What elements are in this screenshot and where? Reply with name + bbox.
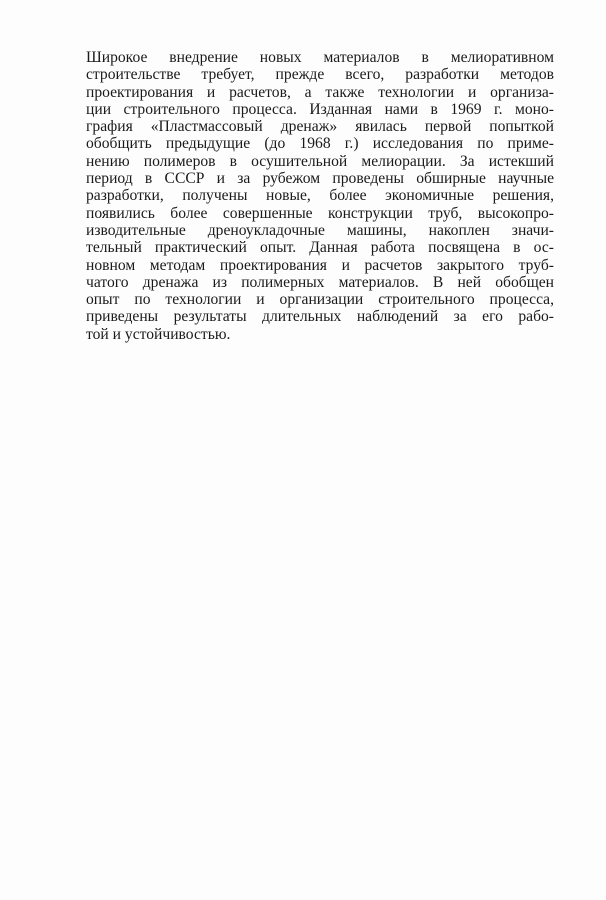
paragraph-line: обобщить предыдущие (до 1968 г.) исследования по приме- [86,135,554,153]
paragraph-line: появились более совершенные конструкции труб, высокопро- [86,204,554,222]
paragraph-line: тельный практический опыт. Данная работа посвящена в ос- [86,239,554,257]
paragraph-line: разработки, получены новые, более экономичные решения, [86,187,554,205]
paragraph-line: нению полимеров в осушительной мелиорации. За истекший [86,152,554,170]
paragraph-line: строительстве требует, прежде всего, разработки методов [86,66,554,84]
paragraph-line: графия «Пластмассовый дренаж» явилась первой попыткой [86,118,554,136]
paragraph [86,49,554,343]
paragraph-line: чатого дренажа из полимерных материалов. В ней обобщен [86,273,554,291]
paragraph-line: Широкое внедрение новых материалов в мелиоративном [86,49,554,66]
paragraph-line: опыт по технологии и организации строительного процесса, [86,291,554,309]
paragraph-line: период в СССР и за рубежом проведены обширные научные [86,170,554,188]
paragraph-line: той и устойчивостью. [86,325,231,343]
paragraph-line: проектирования и расчетов, а также технологии и организа- [86,83,554,101]
paragraph-line: ции строительного процесса. Изданная нами в 1969 г. моно- [86,100,554,118]
paragraph-line: приведены результаты длительных наблюдений за его рабо- [86,308,554,326]
paragraph-line: новном методам проектирования и расчетов закрытого труб- [86,256,554,274]
paragraph-line: изводительные дреноукладочные машины, накоплен значи- [86,221,554,239]
